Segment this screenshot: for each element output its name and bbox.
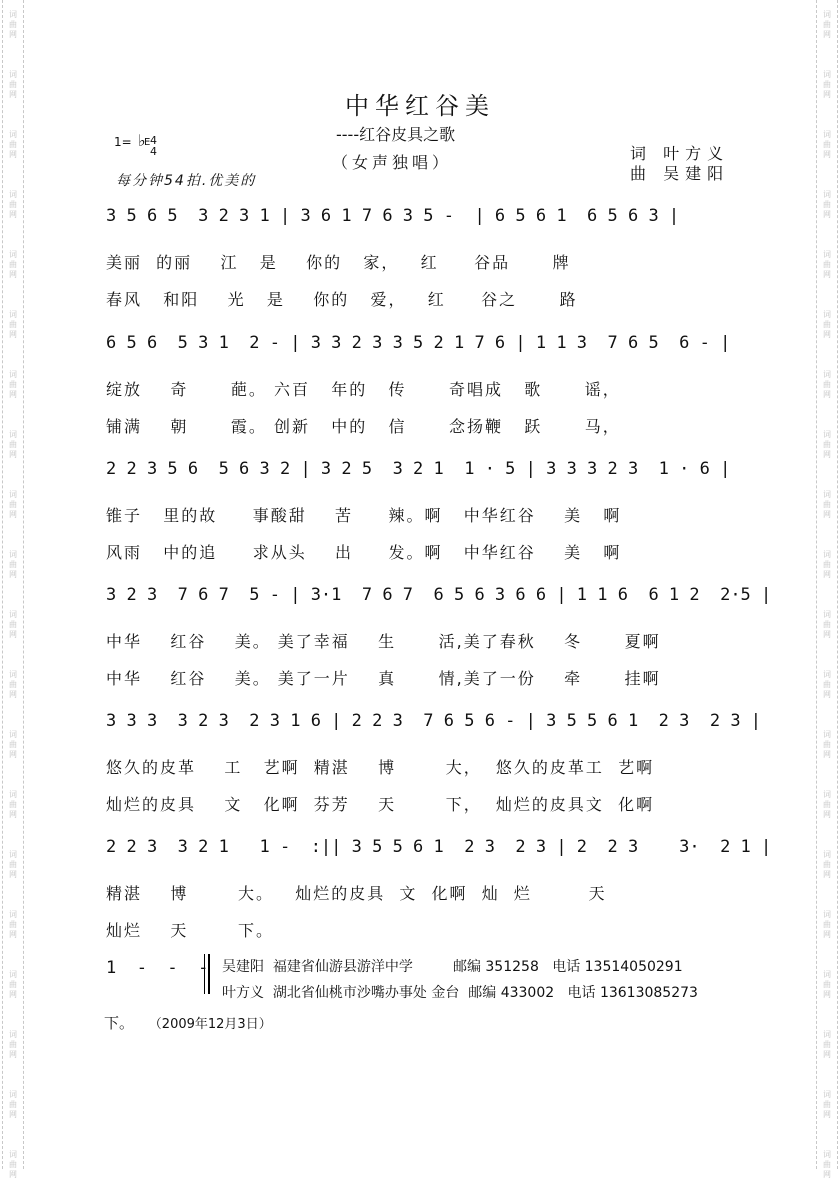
watermark-text: 词曲网 [823,670,831,699]
lyric-line-2b: 铺满 朝 霞。 创新 中的 信 念扬鞭 跃 马， [106,417,621,436]
watermark-text: 词曲网 [823,970,831,999]
watermark-text: 词曲网 [823,310,831,339]
notation-row-3 [106,459,756,493]
watermark-text: 词曲网 [9,310,17,339]
watermark-text: 词曲网 [9,850,17,879]
watermark-text: 词曲网 [823,730,831,759]
watermark-text: 词曲网 [9,70,17,99]
watermark-text: 词曲网 [9,190,17,219]
watermark-text: 词曲网 [9,10,17,39]
watermark-text: 词曲网 [9,1150,17,1179]
watermark-text: 词曲网 [823,370,831,399]
watermark-text: 词曲网 [823,130,831,159]
watermark-text: 词曲网 [823,610,831,639]
end-line [104,1012,272,1033]
notation-2: 6 5 6 5 3 1 2 - | 3 3 2 3 3 5 2 1 7 6 | 1 1 3 7 6 5 6 - | [106,333,731,353]
lyric-line-4a: 中华 红谷 美。 美了幸福 生 活,美了春秋 冬 夏啊 [106,632,661,651]
contact-line-2: 叶方义 湖北省仙桃市沙嘴办事处 金台 邮编 433002 电话 13613085273 [222,985,698,1001]
composer: 曲 吴建阳 [630,164,730,183]
watermark-text: 词曲网 [9,790,17,819]
notation-row-6 [106,837,772,871]
left-margin-strip [2,0,24,1179]
lyricist: 词 叶方义 [630,144,730,163]
voice-type: （女声独唱） [332,153,453,172]
final-notes: 1 - - - [106,958,209,978]
lyric-line-1b: 春风 和阳 光 是 你的 爱， 红 谷之 路 [106,290,578,309]
watermark-text: 词曲网 [823,1150,831,1179]
lyric-line-5b: 灿烂的皮具 文 化啊 芬芳 天 下， 灿烂的皮具文 化啊 [106,795,655,814]
watermark-text: 词曲网 [9,430,17,459]
notation-1: 3 5 6 5 3 2 3 1 | 3 6 1 7 6 3 5 - | 6 5 6 1 6 5 6 3 | [106,206,680,226]
watermark-text: 词曲网 [9,670,17,699]
watermark-text: 词曲网 [9,250,17,279]
watermark-text: 词曲网 [9,910,17,939]
watermark-text: 词曲网 [9,130,17,159]
watermark-text: 词曲网 [823,430,831,459]
time-bottom: 4 [150,145,157,158]
key-signature [114,131,157,158]
date: （2009年12月3日） [148,1017,272,1032]
notation-row-1 [106,206,756,240]
lyric-line-6a: 精湛 博 大。 灿烂的皮具 文 化啊 灿 烂 天 [106,884,607,903]
notation-6: 2 2 3 3 2 1 1 - :|| 3 5 5 6 1 2 3 2 3 | 2 2 3 3· 2 1 | [106,837,772,857]
watermark-text: 词曲网 [823,10,831,39]
lyric-line-3b: 风雨 中的追 求从头 出 发。啊 中华红谷 美 啊 [106,543,622,562]
end-lyric: 下。 [104,1014,135,1032]
watermark-text: 词曲网 [9,550,17,579]
right-margin-strip [816,0,838,1179]
watermark-text: 词曲网 [9,970,17,999]
watermark-text: 词曲网 [9,1090,17,1119]
notation-row-2 [106,333,756,367]
lyric-line-5a: 悠久的皮革 工 艺啊 精湛 博 大， 悠久的皮革工 艺啊 [106,758,655,777]
key-label: 1= [114,135,132,149]
watermark-text: 词曲网 [823,910,831,939]
watermark-text: 词曲网 [9,610,17,639]
lyric-line-2a: 绽放 奇 葩。 六百 年的 传 奇唱成 歌 谣， [106,380,621,399]
notation-4: 3 2 3 7 6 7 5 - | 3·1 7 6 7 6 5 6 3 6 6 | 1 1 6 6 1 2 2·5 | [106,585,772,605]
song-title: 中华红谷美 [345,92,495,120]
watermark-text: 词曲网 [823,250,831,279]
watermark-text: 词曲网 [823,1030,831,1059]
watermark-text: 词曲网 [823,550,831,579]
lyric-line-4b: 中华 红谷 美。 美了一片 真 情,美了一份 牵 挂啊 [106,669,661,688]
watermark-text: 词曲网 [9,490,17,519]
watermark-text: 词曲网 [823,790,831,819]
watermark-text: 词曲网 [9,1030,17,1059]
notation-3: 2 2 3 5 6 5 6 3 2 | 3 2 5 3 2 1 1 · 5 | 3 3 3 2 3 1 · 6 | [106,459,731,479]
watermark-text: 词曲网 [9,370,17,399]
notation-row-5 [106,711,762,745]
song-subtitle: ----红谷皮具之歌 [336,125,456,144]
watermark-text: 词曲网 [9,730,17,759]
credits [630,144,729,184]
notation-row-4 [106,585,772,619]
tempo-marking: 每分钟54拍.优美的 [116,173,257,189]
watermark-text: 词曲网 [823,490,831,519]
contact-line-1: 吴建阳 福建省仙游县游洋中学 邮编 351258 电话 13514050291 [222,959,683,975]
watermark-text: 词曲网 [823,70,831,99]
flat-icon: ♭ [138,131,146,150]
lyric-line-3a: 锥子 里的故 事酸甜 苦 辣。啊 中华红谷 美 啊 [106,506,622,525]
time-signature [150,135,157,157]
lyric-line-6b: 灿烂 天 下。 [106,921,274,940]
key-letter: E [144,137,151,148]
notation-5: 3 3 3 3 2 3 2 3 1 6 | 2 2 3 7 6 5 6 - | 3 5 5 6 1 2 3 2 3 | [106,711,762,731]
time-top: 4 [150,134,157,147]
double-barline [204,954,210,994]
watermark-text: 词曲网 [823,850,831,879]
watermark-text: 词曲网 [823,1090,831,1119]
watermark-text: 词曲网 [823,190,831,219]
lyric-line-1a: 美丽 的丽 江 是 你的 家， 红 谷品 牌 [106,253,571,272]
